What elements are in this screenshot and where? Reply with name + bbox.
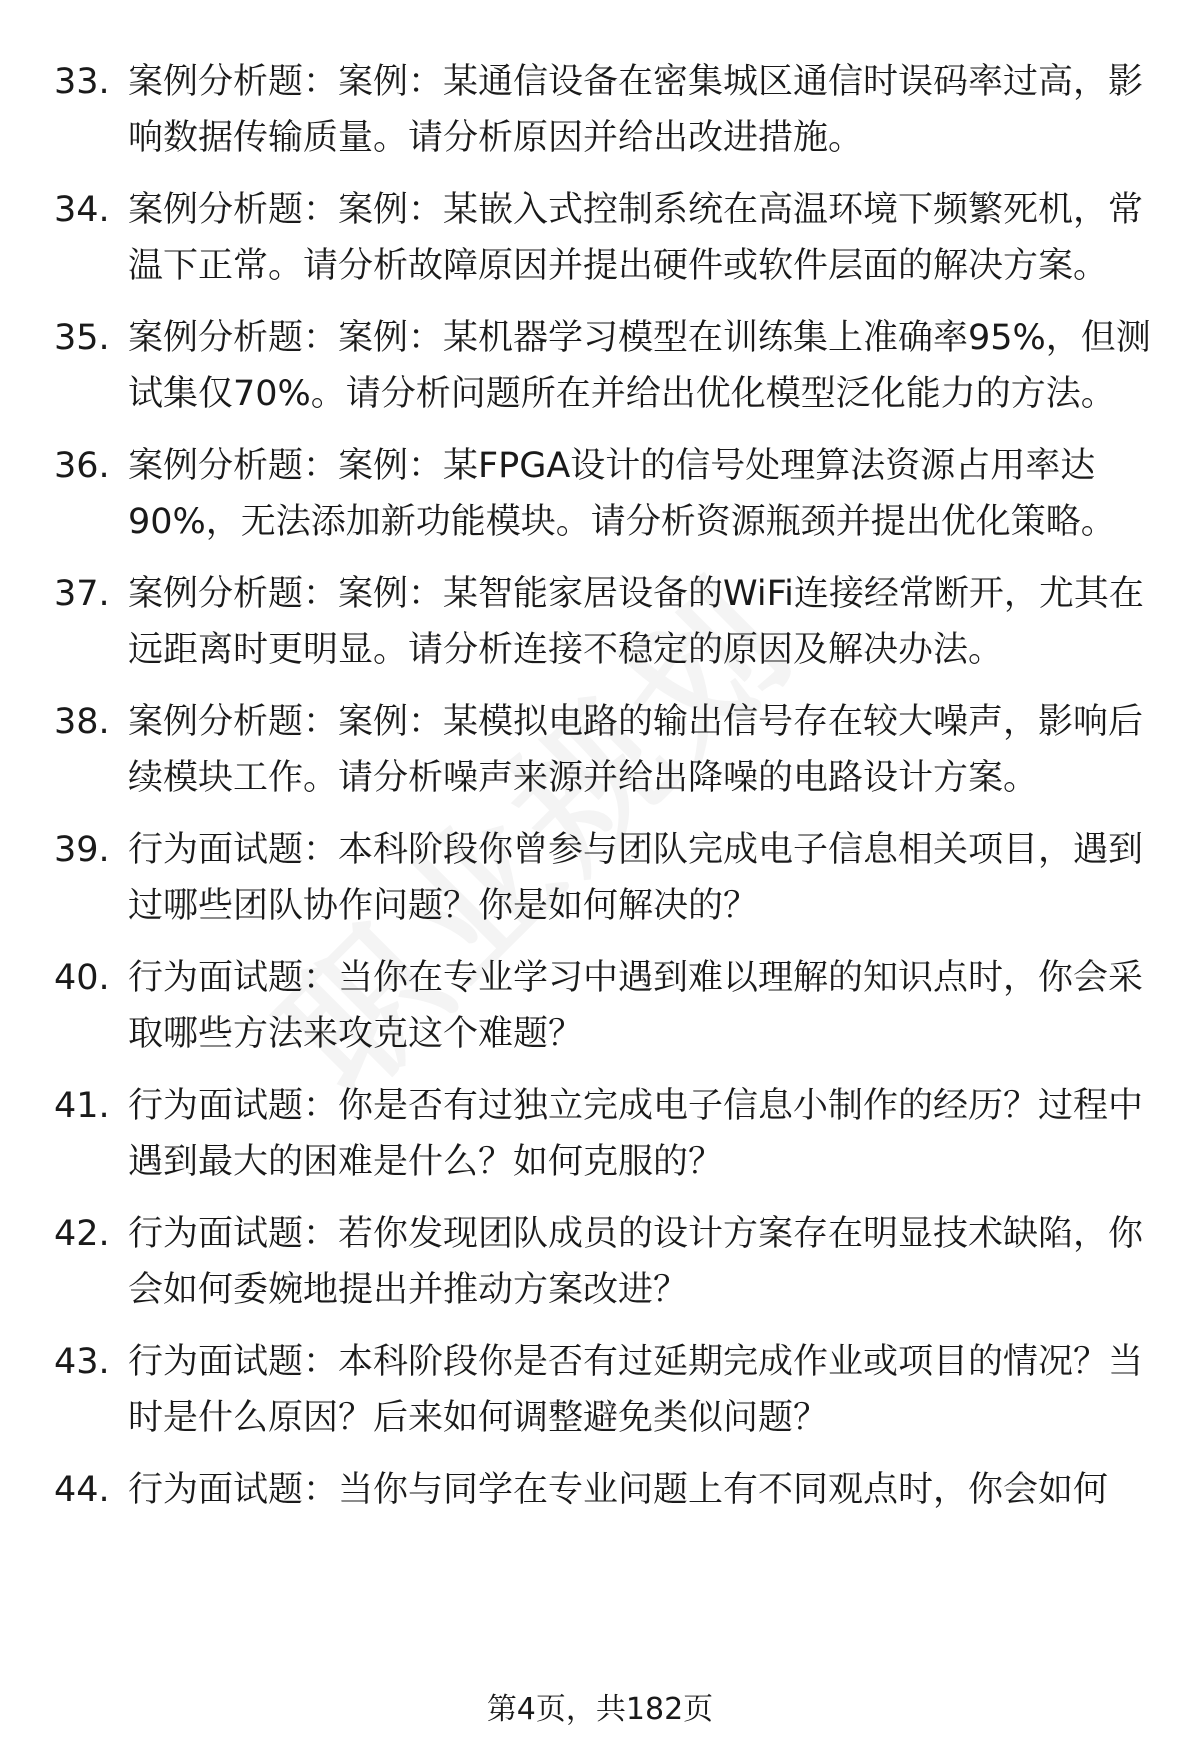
question-text: 案例分析题：案例：某通信设备在密集城区通信时误码率过高，影响数据传输质量。请分析原因并给出改进措施。	[128, 62, 1144, 158]
question-text: 案例分析题：案例：某机器学习模型在训练集上准确率95%，但测试集仅70%。请分析问题所在并给出优化模型泛化能力的方法。	[128, 318, 1151, 414]
question-number: 34.	[54, 190, 110, 230]
question-number: 38.	[54, 702, 110, 742]
question-number: 33.	[54, 62, 110, 102]
question-item	[54, 694, 1154, 806]
question-item	[54, 438, 1154, 550]
question-number: 36.	[54, 446, 110, 486]
question-item	[54, 182, 1154, 294]
question-text: 案例分析题：案例：某智能家居设备的WiFi连接经常断开，尤其在远距离时更明显。请分析连接不稳定的原因及解决办法。	[128, 574, 1144, 670]
question-text: 行为面试题：你是否有过独立完成电子信息小制作的经历？过程中遇到最大的困难是什么？如何克服的？	[128, 1086, 1144, 1182]
question-text: 案例分析题：案例：某模拟电路的输出信号存在较大噪声，影响后续模块工作。请分析噪声来源并给出降噪的电路设计方案。	[128, 702, 1144, 798]
question-number: 43.	[54, 1342, 110, 1382]
question-item	[54, 1334, 1154, 1446]
question-number: 35.	[54, 318, 110, 358]
question-item	[54, 310, 1154, 422]
question-item	[54, 950, 1154, 1062]
question-item	[54, 822, 1154, 934]
question-item	[54, 54, 1154, 166]
question-item	[54, 566, 1154, 678]
question-number: 39.	[54, 830, 110, 870]
question-text: 案例分析题：案例：某嵌入式控制系统在高温环境下频繁死机，常温下正常。请分析故障原因并提出硬件或软件层面的解决方案。	[128, 190, 1144, 286]
question-text: 行为面试题：本科阶段你曾参与团队完成电子信息相关项目，遇到过哪些团队协作问题？你是如何解决的？	[128, 830, 1144, 926]
question-item	[54, 1078, 1154, 1190]
question-text: 行为面试题：若你发现团队成员的设计方案存在明显技术缺陷，你会如何委婉地提出并推动方案改进？	[128, 1214, 1144, 1310]
question-text: 案例分析题：案例：某FPGA设计的信号处理算法资源占用率达90%，无法添加新功能模块。请分析资源瓶颈并提出优化策略。	[128, 446, 1116, 542]
page-footer	[0, 1690, 1200, 1730]
question-number: 40.	[54, 958, 110, 998]
question-text: 行为面试题：当你与同学在专业问题上有不同观点时，你会如何	[128, 1470, 1109, 1510]
question-number: 42.	[54, 1214, 110, 1254]
question-text: 行为面试题：本科阶段你是否有过延期完成作业或项目的情况？当时是什么原因？后来如何调整避免类似问题？	[128, 1342, 1144, 1438]
question-number: 44.	[54, 1470, 110, 1510]
question-list	[54, 54, 1154, 1534]
question-number: 41.	[54, 1086, 110, 1126]
question-item	[54, 1462, 1154, 1518]
page-number-label: 第4页，共182页	[486, 1692, 714, 1727]
question-number: 37.	[54, 574, 110, 614]
question-text: 行为面试题：当你在专业学习中遇到难以理解的知识点时，你会采取哪些方法来攻克这个难题？	[128, 958, 1144, 1054]
question-item	[54, 1206, 1154, 1318]
